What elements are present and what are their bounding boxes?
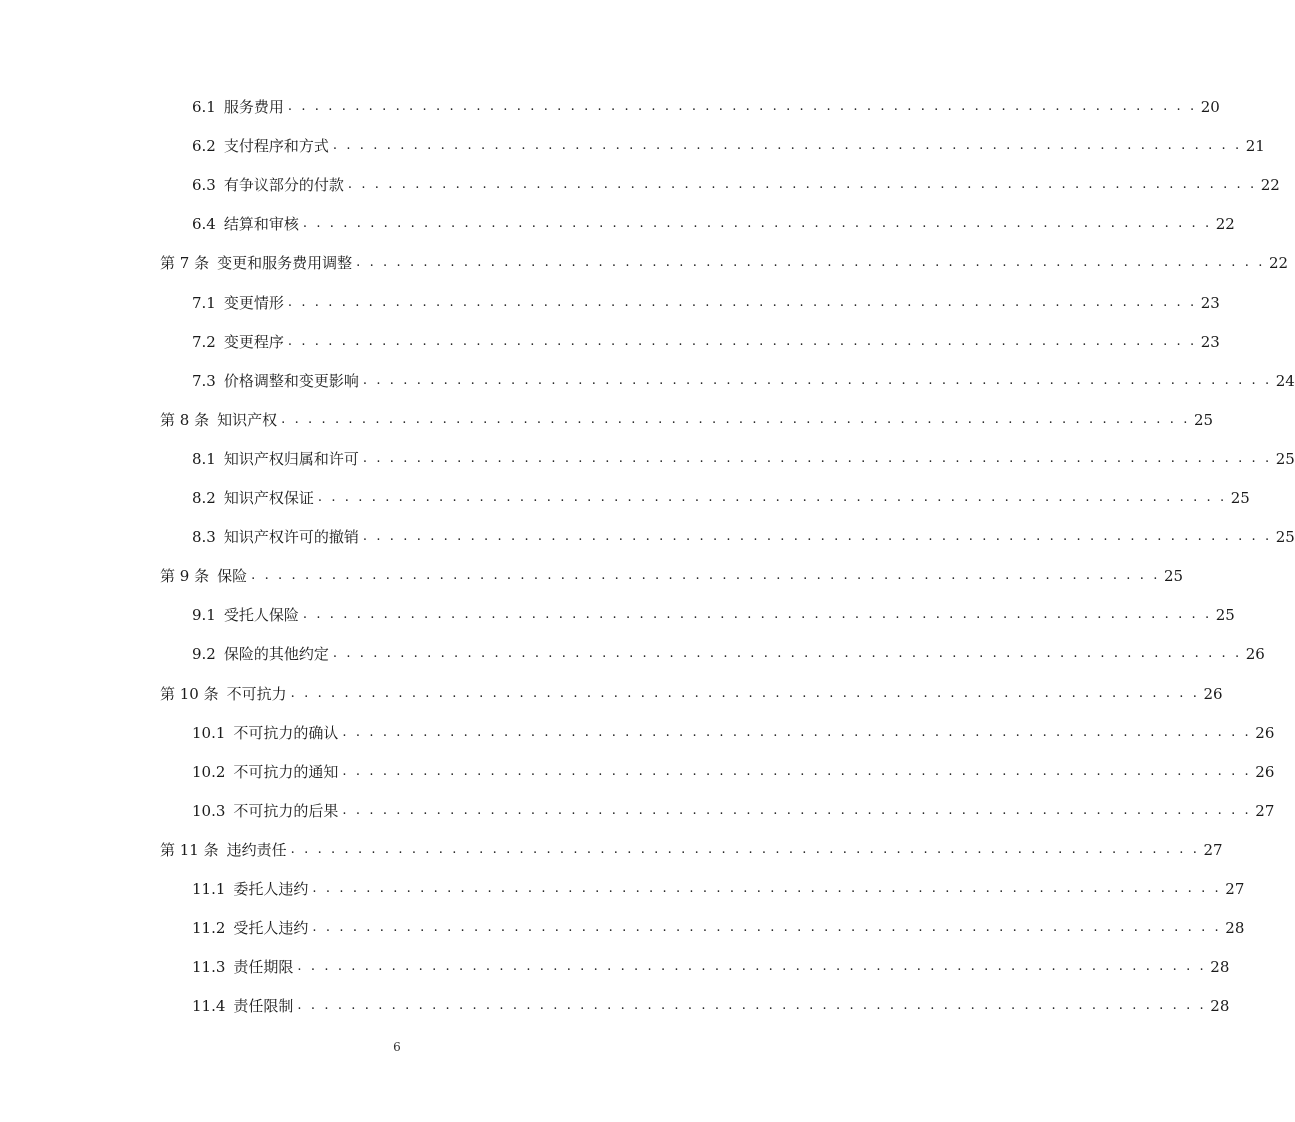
toc-entry-title: 结算和审核 [223,215,299,234]
toc-dot-leader: . . . . . . . . . . . . . . . . . . . . . . . . . . . . . . . . . . . . . . . . . . . . . . . . . . . . . . . . . . . . . . . . . . . . [297,998,1207,1014]
toc-entry-title: 委托人违约 [233,880,309,898]
toc-entry-page: 20 [1200,98,1220,116]
toc-entry[interactable] [192,954,1230,980]
toc-entry-title: 知识产权归属和许可 [223,449,359,468]
toc-dot-leader: . . . . . . . . . . . . . . . . . . . . . . . . . . . . . . . . . . . . . . . . . . . . . . . . . . . . . . . . . . . . . . . . . . . . [290,685,1200,701]
toc-dot-leader: . . . . . . . . . . . . . . . . . . . . . . . . . . . . . . . . . . . . . . . . . . . . . . . . . . . . . . . . . . . . . . . . . . . . [312,881,1222,896]
toc-entry-number: 10.1 [192,723,226,742]
toc-entry-number: 第 8 条 [160,410,210,429]
toc-entry-page: 25 [1275,528,1295,547]
toc-entry-page: 21 [1245,137,1265,156]
toc-entry-title: 不可抗力的通知 [233,762,339,781]
toc-entry-number: 11.3 [192,958,226,977]
toc-entry-page: 22 [1268,254,1289,273]
toc-entry[interactable] [192,94,1220,120]
toc-entry-title: 受托人保险 [223,606,299,625]
toc-dot-leader: . . . . . . . . . . . . . . . . . . . . . . . . . . . . . . . . . . . . . . . . . . . . . . . . . . . . . . . . . . . . . . . . . . . . [342,802,1252,818]
toc-entry-title: 责任期限 [233,958,294,977]
toc-entry[interactable] [192,641,1265,667]
toc-entry[interactable] [192,876,1245,902]
toc-entry-number: 8.2 [192,489,216,507]
toc-dot-leader: . . . . . . . . . . . . . . . . . . . . . . . . . . . . . . . . . . . . . . . . . . . . . . . . . . . . . . . . . . . . . . . . . . . . [302,607,1212,623]
toc-dot-leader: . . . . . . . . . . . . . . . . . . . . . . . . . . . . . . . . . . . . . . . . . . . . . . . . . . . . . . . . . . . . . . . . . . . . [317,490,1227,505]
toc-dot-leader: . . . . . . . . . . . . . . . . . . . . . . . . . . . . . . . . . . . . . . . . . . . . . . . . . . . . . . . . . . . . . . . . . . . . [362,450,1272,466]
toc-entry-title: 受托人违约 [233,919,309,938]
toc-entry-number: 6.4 [192,215,216,234]
toc-dot-leader: . . . . . . . . . . . . . . . . . . . . . . . . . . . . . . . . . . . . . . . . . . . . . . . . . . . . . . . . . . . . . . . . . . . . [312,920,1222,936]
toc-dot-leader: . . . . . . . . . . . . . . . . . . . . . . . . . . . . . . . . . . . . . . . . . . . . . . . . . . . . . . . . . . . . . . . . . . . . [287,294,1197,310]
toc-entry[interactable] [160,407,1214,433]
toc-entry-number: 第 7 条 [160,254,210,273]
toc-entry-title: 价格调整和变更影响 [223,371,359,390]
toc-entry[interactable] [192,915,1245,941]
toc-entry-page: 28 [1210,958,1230,977]
toc-entry-page: 22 [1260,176,1280,195]
toc-entry-title: 支付程序和方式 [223,137,329,156]
toc-entry[interactable] [160,563,1184,589]
toc-entry-title: 知识产权 [217,410,278,429]
toc-entry[interactable] [192,172,1280,198]
toc-entry-number: 9.1 [192,606,216,625]
toc-entry-page: 25 [1275,449,1295,468]
toc-dot-leader: . . . . . . . . . . . . . . . . . . . . . . . . . . . . . . . . . . . . . . . . . . . . . . . . . . . . . . . . . . . . . . . . . . . . [290,841,1200,857]
toc-dot-leader: . . . . . . . . . . . . . . . . . . . . . . . . . . . . . . . . . . . . . . . . . . . . . . . . . . . . . . . . . . . . . . . . . . . . [332,138,1242,154]
toc-entry[interactable] [192,211,1235,237]
toc-entry-title: 保险 [217,567,248,586]
toc-entry-page: 22 [1215,215,1235,234]
toc-entry[interactable] [192,290,1220,316]
toc-entry-number: 11.4 [192,997,226,1016]
toc-entry[interactable] [192,133,1265,159]
toc-entry-number: 10.3 [192,801,226,820]
toc-entry-title: 保险的其他约定 [223,645,329,664]
toc-entry[interactable] [160,837,1223,863]
toc-entry-number: 6.1 [192,98,216,116]
toc-entry-title: 知识产权保证 [223,489,314,507]
toc-entry-page: 24 [1275,371,1295,390]
toc-entry-number: 11.1 [192,880,226,898]
toc-entry-title: 不可抗力 [226,684,287,703]
toc-entry-page: 25 [1215,606,1235,625]
toc-entry-title: 知识产权许可的撤销 [223,528,359,547]
toc-entry[interactable] [160,250,1289,276]
toc-dot-leader: . . . . . . . . . . . . . . . . . . . . . . . . . . . . . . . . . . . . . . . . . . . . . . . . . . . . . . . . . . . . . . . . . . . . [342,763,1252,779]
toc-entry-page: 27 [1255,801,1275,820]
toc-entry-page: 28 [1210,997,1230,1016]
toc-entry-page: 28 [1225,919,1245,938]
toc-entry-title: 不可抗力的后果 [233,801,339,820]
toc-entry-page: 26 [1203,684,1223,703]
toc-entry[interactable] [160,681,1223,707]
toc-dot-leader: . . . . . . . . . . . . . . . . . . . . . . . . . . . . . . . . . . . . . . . . . . . . . . . . . . . . . . . . . . . . . . . . . . . . [347,177,1257,193]
toc-entry-title: 不可抗力的确认 [233,723,339,742]
toc-entry[interactable] [192,602,1235,628]
toc-entry-number: 第 10 条 [160,684,219,703]
toc-dot-leader: . . . . . . . . . . . . . . . . . . . . . . . . . . . . . . . . . . . . . . . . . . . . . . . . . . . . . . . . . . . . . . . . . . . . [332,646,1242,662]
toc-entry-page: 23 [1200,293,1220,312]
toc-entry-number: 6.2 [192,137,216,156]
toc-entry[interactable] [192,446,1295,472]
toc-entry-page: 25 [1193,410,1214,429]
toc-entry-number: 6.3 [192,176,216,195]
toc-entry[interactable] [192,524,1295,550]
toc-entry[interactable] [192,329,1220,355]
toc-entry-number: 8.1 [192,449,216,468]
toc-entry-title: 违约责任 [226,840,287,859]
page-number: 6 [393,1040,401,1054]
toc-entry-number: 7.3 [192,371,216,390]
toc-dot-leader: . . . . . . . . . . . . . . . . . . . . . . . . . . . . . . . . . . . . . . . . . . . . . . . . . . . . . . . . . . . . . . . . . . . . [362,372,1272,388]
toc-entry-page: 27 [1203,840,1223,859]
toc-entry[interactable] [192,720,1275,746]
toc-entry-page: 27 [1225,880,1245,898]
toc-entry-page: 23 [1200,332,1220,351]
toc-dot-leader: . . . . . . . . . . . . . . . . . . . . . . . . . . . . . . . . . . . . . . . . . . . . . . . . . . . . . . . . . . . . . . . . . . . . [287,99,1197,114]
toc-dot-leader: . . . . . . . . . . . . . . . . . . . . . . . . . . . . . . . . . . . . . . . . . . . . . . . . . . . . . . . . . . . . . . . . . . . . [362,529,1272,545]
toc-entry[interactable] [192,759,1275,785]
toc-entry-page: 26 [1255,762,1275,781]
toc-dot-leader: . . . . . . . . . . . . . . . . . . . . . . . . . . . . . . . . . . . . . . . . . . . . . . . . . . . . . . . . . . . . . . . . . . . . [281,411,1190,427]
toc-entry-page: 26 [1255,723,1275,742]
toc-entry-number: 第 11 条 [160,840,219,859]
toc-entry-number: 10.2 [192,762,226,781]
toc-entry-number: 9.2 [192,645,216,664]
toc-entry-title: 有争议部分的付款 [223,176,344,195]
toc-entry-number: 8.3 [192,528,216,547]
toc-entry-number: 11.2 [192,919,226,938]
toc-entry-number: 7.1 [192,293,216,312]
toc-dot-leader: . . . . . . . . . . . . . . . . . . . . . . . . . . . . . . . . . . . . . . . . . . . . . . . . . . . . . . . . . . . . . . . . . . . . [356,255,1265,271]
toc-dot-leader: . . . . . . . . . . . . . . . . . . . . . . . . . . . . . . . . . . . . . . . . . . . . . . . . . . . . . . . . . . . . . . . . . . . . [297,959,1207,975]
toc-entry-title: 服务费用 [223,98,284,116]
toc-dot-leader: . . . . . . . . . . . . . . . . . . . . . . . . . . . . . . . . . . . . . . . . . . . . . . . . . . . . . . . . . . . . . . . . . . . . [302,216,1212,232]
toc-entry-title: 变更和服务费用调整 [217,254,353,273]
toc-entry-number: 7.2 [192,332,216,351]
toc-entry-title: 变更情形 [223,293,284,312]
toc-entry-page: 25 [1163,567,1184,586]
toc-entry-title: 责任限制 [233,997,294,1016]
toc-dot-leader: . . . . . . . . . . . . . . . . . . . . . . . . . . . . . . . . . . . . . . . . . . . . . . . . . . . . . . . . . . . . . . . . . . . . [287,333,1197,349]
toc-entry[interactable] [192,798,1275,824]
toc-dot-leader: . . . . . . . . . . . . . . . . . . . . . . . . . . . . . . . . . . . . . . . . . . . . . . . . . . . . . . . . . . . . . . . . . . . . [251,568,1160,584]
toc-dot-leader: . . . . . . . . . . . . . . . . . . . . . . . . . . . . . . . . . . . . . . . . . . . . . . . . . . . . . . . . . . . . . . . . . . . . [342,724,1252,740]
toc-entry-number: 第 9 条 [160,567,210,586]
toc-entry-page: 26 [1245,645,1265,664]
toc-entry[interactable] [192,368,1295,394]
toc-entry[interactable] [192,993,1230,1019]
toc-entry-title: 变更程序 [223,332,284,351]
toc-entry[interactable] [192,485,1250,511]
toc-entry-page: 25 [1230,489,1250,507]
